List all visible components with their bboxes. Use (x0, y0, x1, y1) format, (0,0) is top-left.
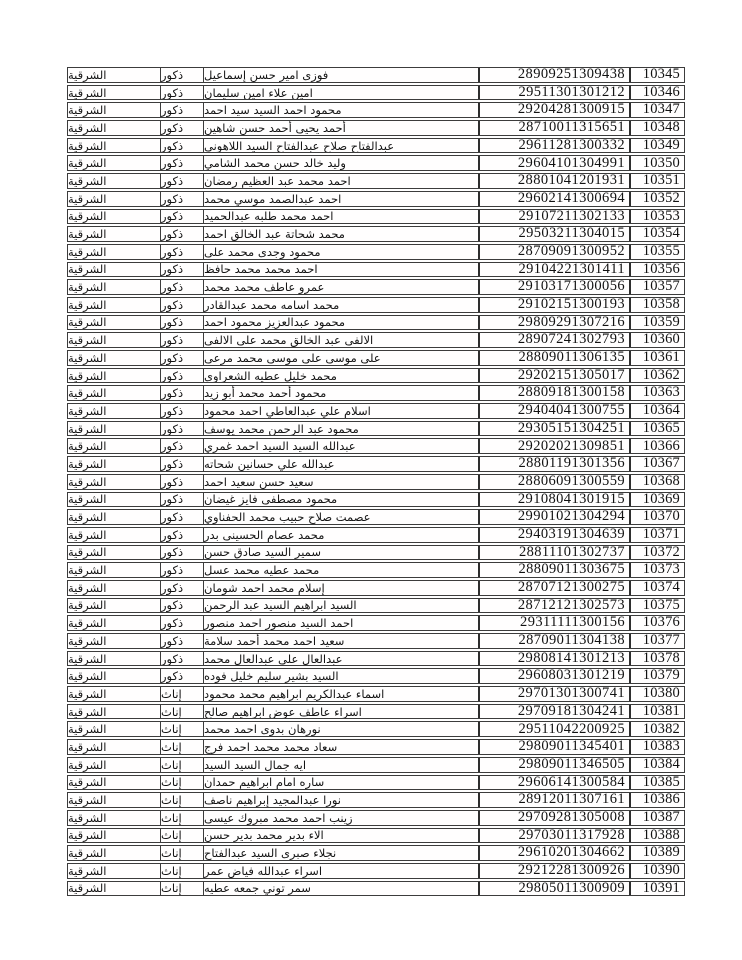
governorate-cell: الشرقية (68, 829, 161, 843)
person-name-cell: سمير السيد صادق حسن (204, 546, 480, 560)
gender-cell: ذكور (161, 174, 204, 188)
gender-cell: ذكور (161, 581, 204, 595)
governorate-cell: الشرقية (68, 439, 161, 453)
table-row (67, 580, 685, 596)
person-name-cell: السيد بشير سليم خليل فوده (204, 669, 480, 683)
gender-cell: ذكور (161, 227, 204, 241)
person-name-cell: اسماء عبدالكريم ابراهيم محمد محمود (204, 687, 480, 701)
governorate-cell: الشرقية (68, 563, 161, 577)
table-row (67, 315, 685, 331)
national-id-cell: 28811101302737 (480, 546, 631, 560)
gender-cell: إناث (161, 687, 204, 701)
governorate-cell: الشرقية (68, 457, 161, 471)
table-row (67, 810, 685, 826)
governorate-cell: الشرقية (68, 776, 161, 790)
person-name-cell: على موسى على موسى محمد مرعى (204, 351, 480, 365)
governorate-cell: الشرقية (68, 68, 161, 82)
serial-number-cell: 10377 (642, 634, 680, 648)
national-id-cell: 28809181300158 (480, 386, 631, 400)
national-id-cell: 29202151305017 (480, 369, 631, 383)
person-name-cell: عبدالعال علي عبدالعال محمد (204, 652, 480, 666)
table-row (67, 279, 685, 295)
table-row (67, 845, 685, 861)
person-name-cell: عبدالفتاح صلاح عبدالفتاح السيد اللاهوني (204, 139, 480, 153)
gender-cell: ذكور (161, 652, 204, 666)
national-id-cell: 28909251309438 (480, 68, 631, 82)
person-name-cell: احمد محمد محمد حافظ (204, 263, 480, 277)
table-row (67, 67, 685, 83)
governorate-cell: الشرقية (68, 121, 161, 135)
national-id-cell: 29808141301213 (480, 652, 631, 666)
table-row (67, 598, 685, 614)
serial-number-cell: 10372 (642, 545, 680, 560)
table-row (67, 739, 685, 755)
serial-number-cell: 10354 (642, 227, 680, 241)
person-name-cell: نورا عبدالمجيد إبراهيم ناصف (204, 793, 480, 807)
serial-number-cell: 10380 (642, 687, 680, 701)
national-id-cell: 28806091300559 (480, 475, 631, 489)
national-id-cell: 28809011306135 (480, 351, 631, 365)
national-id-cell: 29709281305008 (480, 811, 631, 825)
gender-cell: ذكور (161, 616, 204, 630)
national-id-cell: 29602141300694 (480, 192, 631, 206)
serial-number-cell: 10371 (642, 527, 680, 542)
table-row (67, 492, 685, 508)
governorate-cell: الشرقية (68, 139, 161, 153)
gender-cell: ذكور (161, 457, 204, 471)
governorate-cell: الشرقية (68, 493, 161, 507)
gender-cell: ذكور (161, 493, 204, 507)
gender-cell: ذكور (161, 121, 204, 135)
governorate-cell: الشرقية (68, 404, 161, 418)
gender-cell: إناث (161, 864, 204, 878)
governorate-cell: الشرقية (68, 546, 161, 560)
governorate-cell: الشرقية (68, 793, 161, 807)
table-row (67, 633, 685, 649)
person-name-cell: محمود أحمد محمد أبو زيد (204, 386, 480, 400)
serial-number-cell: 10385 (642, 775, 680, 790)
governorate-cell: الشرقية (68, 705, 161, 719)
gender-cell: ذكور (161, 192, 204, 206)
serial-number-cell: 10379 (642, 669, 680, 684)
table-row (67, 828, 685, 844)
gender-cell: ذكور (161, 546, 204, 560)
table-row (67, 881, 685, 897)
national-id-cell: 29212281300926 (480, 864, 631, 878)
table-row (67, 102, 685, 118)
person-name-cell: محمد عصام الحسينى بدر (204, 528, 480, 542)
governorate-cell: الشرقية (68, 510, 161, 524)
governorate-cell: الشرقية (68, 263, 161, 277)
serial-number-cell: 10382 (642, 722, 680, 737)
national-id-cell: 28709011304138 (480, 634, 631, 648)
table-row (67, 297, 685, 313)
table-row (67, 438, 685, 454)
national-id-cell: 29604101304991 (480, 156, 631, 170)
gender-cell: ذكور (161, 245, 204, 259)
gender-cell: ذكور (161, 68, 204, 82)
national-id-cell: 29703011317928 (480, 829, 631, 843)
table-row (67, 155, 685, 171)
serial-number-cell: 10368 (642, 474, 680, 489)
serial-number-cell: 10390 (642, 863, 680, 878)
governorate-cell: الشرقية (68, 245, 161, 259)
person-name-cell: محمد خليل عطيه الشعراوى (204, 369, 480, 383)
gender-cell: ذكور (161, 634, 204, 648)
person-name-cell: ساره امام ابراهيم حمدان (204, 776, 480, 790)
person-name-cell: سعيد حسن سعيد احمد (204, 475, 480, 489)
serial-number-cell: 10364 (642, 404, 680, 418)
serial-number-cell: 10384 (642, 757, 680, 772)
governorate-cell: الشرقية (68, 210, 161, 224)
governorate-cell: الشرقية (68, 422, 161, 436)
governorate-cell: الشرقية (68, 192, 161, 206)
table-row (67, 456, 685, 472)
person-name-cell: سعاد محمد محمد احمد فرج (204, 740, 480, 754)
gender-cell: ذكور (161, 316, 204, 330)
national-id-cell: 29511042200925 (480, 722, 631, 736)
serial-number-cell: 10363 (642, 386, 680, 401)
governorate-cell: الشرقية (68, 758, 161, 772)
serial-number-cell: 10365 (642, 421, 680, 436)
person-name-cell: نجلاء صبرى السيد عبدالفتاح (204, 846, 480, 860)
person-name-cell: الالفى عبد الخالق محمد على الالفى (204, 333, 480, 347)
governorate-cell: الشرقية (68, 386, 161, 400)
national-id-cell: 29404041300755 (480, 404, 631, 418)
person-name-cell: محمد شحاتة عبد الخالق احمد (204, 227, 480, 241)
person-name-cell: امين علاء امين سليمان (204, 86, 480, 100)
person-name-cell: وليد خالد حسن محمد الشامي (204, 156, 480, 170)
gender-cell: إناث (161, 793, 204, 807)
governorate-cell: الشرقية (68, 298, 161, 312)
serial-number-cell: 10387 (642, 810, 680, 825)
gender-cell: ذكور (161, 669, 204, 683)
table-row (67, 226, 685, 242)
serial-number-cell: 10366 (642, 439, 680, 454)
national-id-cell: 28801041201931 (480, 174, 631, 188)
serial-number-cell: 10351 (642, 174, 680, 188)
serial-number-cell: 10355 (642, 244, 680, 259)
governorate-cell: الشرقية (68, 333, 161, 347)
gender-cell: إناث (161, 882, 204, 896)
serial-number-cell: 10376 (642, 616, 680, 630)
national-id-cell: 29901021304294 (480, 510, 631, 524)
governorate-cell: الشرقية (68, 103, 161, 117)
national-id-cell: 29202021309851 (480, 439, 631, 453)
gender-cell: ذكور (161, 599, 204, 613)
gender-cell: ذكور (161, 475, 204, 489)
table-row (67, 686, 685, 702)
person-name-cell: إسلام محمد احمد شومان (204, 581, 480, 595)
governorate-cell: الشرقية (68, 882, 161, 896)
serial-number-cell: 10350 (642, 156, 680, 171)
gender-cell: إناث (161, 846, 204, 860)
governorate-cell: الشرقية (68, 687, 161, 701)
national-id-cell: 28709091300952 (480, 245, 631, 259)
person-name-cell: الاء بدير محمد بدير حسن (204, 829, 480, 843)
table-row (67, 668, 685, 684)
national-id-cell: 29311111300156 (480, 616, 631, 630)
gender-cell: ذكور (161, 86, 204, 100)
governorate-cell: الشرقية (68, 227, 161, 241)
table-row (67, 651, 685, 667)
serial-number-cell: 10359 (642, 315, 680, 330)
gender-cell: ذكور (161, 139, 204, 153)
table-row (67, 332, 685, 348)
person-name-cell: محمود عبد الرحمن محمد يوسف (204, 422, 480, 436)
gender-cell: إناث (161, 758, 204, 772)
serial-number-cell: 10369 (642, 492, 680, 507)
table-row (67, 262, 685, 278)
national-id-cell: 29103171300056 (480, 280, 631, 294)
national-id-cell: 28801191301356 (480, 457, 631, 471)
person-name-cell: سمر توني جمعه عطيه (204, 882, 480, 896)
serial-number-cell: 10362 (642, 368, 680, 383)
national-id-cell: 29403191304639 (480, 528, 631, 542)
gender-cell: ذكور (161, 351, 204, 365)
governorate-cell: الشرقية (68, 86, 161, 100)
governorate-cell: الشرقية (68, 174, 161, 188)
gender-cell: ذكور (161, 298, 204, 312)
national-id-cell: 28907241302793 (480, 333, 631, 347)
national-id-cell: 29608031301219 (480, 669, 631, 683)
national-id-cell: 29809291307216 (480, 316, 631, 330)
person-name-cell: زينب احمد محمد مبروك عيسى (204, 811, 480, 825)
serial-number-cell: 10378 (642, 651, 680, 666)
person-name-cell: السيد ابراهيم السيد عبد الرحمن (204, 599, 480, 613)
national-id-cell: 29701301300741 (480, 687, 631, 701)
gender-cell: ذكور (161, 422, 204, 436)
table-row (67, 562, 685, 578)
national-id-cell: 29511301301212 (480, 86, 631, 100)
serial-number-cell: 10381 (642, 704, 680, 719)
table-row (67, 863, 685, 879)
table-row (67, 757, 685, 773)
serial-number-cell: 10388 (642, 828, 680, 843)
national-id-cell: 29611281300332 (480, 139, 631, 153)
national-id-cell: 28707121300275 (480, 581, 631, 595)
person-name-cell: احمد محمد طلبه عبدالحميد (204, 210, 480, 224)
table-row (67, 474, 685, 490)
governorate-cell: الشرقية (68, 846, 161, 860)
governorate-cell: الشرقية (68, 634, 161, 648)
gender-cell: إناث (161, 722, 204, 736)
national-id-cell: 28809011303675 (480, 563, 631, 577)
national-id-cell: 29104221301411 (480, 263, 631, 277)
person-name-cell: محمد عطيه محمد عسل (204, 563, 480, 577)
serial-number-cell: 10375 (642, 598, 680, 613)
gender-cell: ذكور (161, 404, 204, 418)
national-id-cell: 29102151300193 (480, 298, 631, 312)
governorate-cell: الشرقية (68, 669, 161, 683)
table-row (67, 509, 685, 525)
person-name-cell: اسراء عبدالله فياض عمر (204, 864, 480, 878)
governorate-cell: الشرقية (68, 369, 161, 383)
national-id-cell: 29305151304251 (480, 422, 631, 436)
table-row (67, 368, 685, 384)
person-name-cell: اسلام علي عبدالعاطي احمد محمود (204, 404, 480, 418)
national-id-cell: 28710011315651 (480, 121, 631, 135)
governorate-cell: الشرقية (68, 740, 161, 754)
person-name-cell: محمود مصطفى فايز غيضان (204, 493, 480, 507)
governorate-cell: الشرقية (68, 722, 161, 736)
table-row (67, 244, 685, 260)
table-row (67, 85, 685, 101)
national-id-cell: 29606141300584 (480, 776, 631, 790)
person-name-cell: عمرو عاطف محمد محمد (204, 280, 480, 294)
person-name-cell: عصمت صلاح حبيب محمد الحفناوي (204, 510, 480, 524)
table-row (67, 403, 685, 419)
gender-cell: ذكور (161, 156, 204, 170)
national-id-cell: 29107211302133 (480, 210, 631, 224)
table-row (67, 385, 685, 401)
person-name-cell: عبدالله علي حسانين شحاته (204, 457, 480, 471)
table-row (67, 120, 685, 136)
table-row (67, 775, 685, 791)
serial-number-cell: 10360 (642, 333, 680, 347)
gender-cell: ذكور (161, 333, 204, 347)
person-name-cell: محمود وجدى محمد على (204, 245, 480, 259)
serial-number-cell: 10358 (642, 297, 680, 312)
serial-number-cell: 10374 (642, 580, 680, 595)
governorate-cell: الشرقية (68, 599, 161, 613)
governorate-cell: الشرقية (68, 616, 161, 630)
person-name-cell: فوزى امير حسن إسماعيل (204, 68, 480, 82)
person-name-cell: محمود احمد السيد سيد احمد (204, 103, 480, 117)
table-row (67, 792, 685, 808)
national-id-cell: 29809011345401 (480, 740, 631, 754)
person-name-cell: احمد محمد عبد العظيم رمضان (204, 174, 480, 188)
table-row (67, 527, 685, 543)
gender-cell: ذكور (161, 280, 204, 294)
gender-cell: ذكور (161, 563, 204, 577)
gender-cell: ذكور (161, 386, 204, 400)
person-name-cell: نورهان بدوى احمد محمد (204, 722, 480, 736)
serial-number-cell: 10347 (642, 103, 680, 118)
person-name-cell: أحمد يحيى أحمد حسن شاهين (204, 121, 480, 135)
governorate-cell: الشرقية (68, 351, 161, 365)
serial-number-cell: 10373 (642, 563, 680, 577)
governorate-cell: الشرقية (68, 475, 161, 489)
governorate-cell: الشرقية (68, 581, 161, 595)
table-row (67, 191, 685, 207)
person-name-cell: ايه جمال السيد السيد (204, 758, 480, 772)
person-name-cell: اسراء عاطف عوض ابراهيم صالح (204, 705, 480, 719)
table-row (67, 138, 685, 154)
serial-number-cell: 10356 (642, 262, 680, 277)
serial-number-cell: 10348 (642, 121, 680, 135)
serial-number-cell: 10345 (642, 68, 680, 82)
serial-number-cell: 10389 (642, 846, 680, 860)
table-row (67, 173, 685, 189)
governorate-cell: الشرقية (68, 316, 161, 330)
person-name-cell: احمد السيد منصور احمد منصور (204, 616, 480, 630)
national-id-cell: 29503211304015 (480, 227, 631, 241)
national-id-cell: 28712121302573 (480, 599, 631, 613)
serial-number-cell: 10367 (642, 457, 680, 471)
gender-cell: إناث (161, 829, 204, 843)
national-id-cell: 29809011346505 (480, 758, 631, 772)
roster-table (67, 67, 685, 898)
person-name-cell: محمد اسامه محمد عبدالقادر (204, 298, 480, 312)
governorate-cell: الشرقية (68, 280, 161, 294)
governorate-cell: الشرقية (68, 156, 161, 170)
serial-number-cell: 10391 (642, 881, 680, 896)
gender-cell: إناث (161, 705, 204, 719)
gender-cell: إناث (161, 811, 204, 825)
serial-number-cell: 10352 (642, 191, 680, 206)
serial-number-cell: 10361 (642, 351, 680, 365)
person-name-cell: سعيد احمد محمد أحمد سلامة (204, 634, 480, 648)
serial-number-cell: 10386 (642, 793, 680, 807)
serial-number-cell: 10357 (642, 280, 680, 294)
governorate-cell: الشرقية (68, 811, 161, 825)
person-name-cell: محمود عبدالعزيز محمود احمد (204, 316, 480, 330)
gender-cell: ذكور (161, 263, 204, 277)
gender-cell: إناث (161, 740, 204, 754)
table-row (67, 545, 685, 561)
national-id-cell: 29108041301915 (480, 493, 631, 507)
table-row (67, 209, 685, 225)
national-id-cell: 29805011300909 (480, 882, 631, 896)
national-id-cell: 29610201304662 (480, 846, 631, 860)
national-id-cell: 29204281300915 (480, 103, 631, 117)
gender-cell: ذكور (161, 369, 204, 383)
gender-cell: ذكور (161, 103, 204, 117)
serial-number-cell: 10349 (642, 138, 680, 153)
gender-cell: ذكور (161, 510, 204, 524)
gender-cell: ذكور (161, 210, 204, 224)
governorate-cell: الشرقية (68, 864, 161, 878)
governorate-cell: الشرقية (68, 652, 161, 666)
national-id-cell: 29709181304241 (480, 705, 631, 719)
table-row (67, 350, 685, 366)
serial-number-cell: 10346 (642, 85, 680, 100)
governorate-cell: الشرقية (68, 528, 161, 542)
person-name-cell: عبدالله السيد السيد احمد غمري (204, 439, 480, 453)
table-row (67, 721, 685, 737)
serial-number-cell: 10383 (642, 740, 680, 754)
table-row (67, 704, 685, 720)
table-row (67, 421, 685, 437)
serial-number-cell: 10353 (642, 209, 680, 224)
gender-cell: إناث (161, 776, 204, 790)
serial-number-cell: 10370 (642, 510, 680, 524)
gender-cell: ذكور (161, 528, 204, 542)
national-id-cell: 28912011307161 (480, 793, 631, 807)
table-row (67, 615, 685, 631)
person-name-cell: احمد عبدالصمد موسي محمد (204, 192, 480, 206)
gender-cell: ذكور (161, 439, 204, 453)
